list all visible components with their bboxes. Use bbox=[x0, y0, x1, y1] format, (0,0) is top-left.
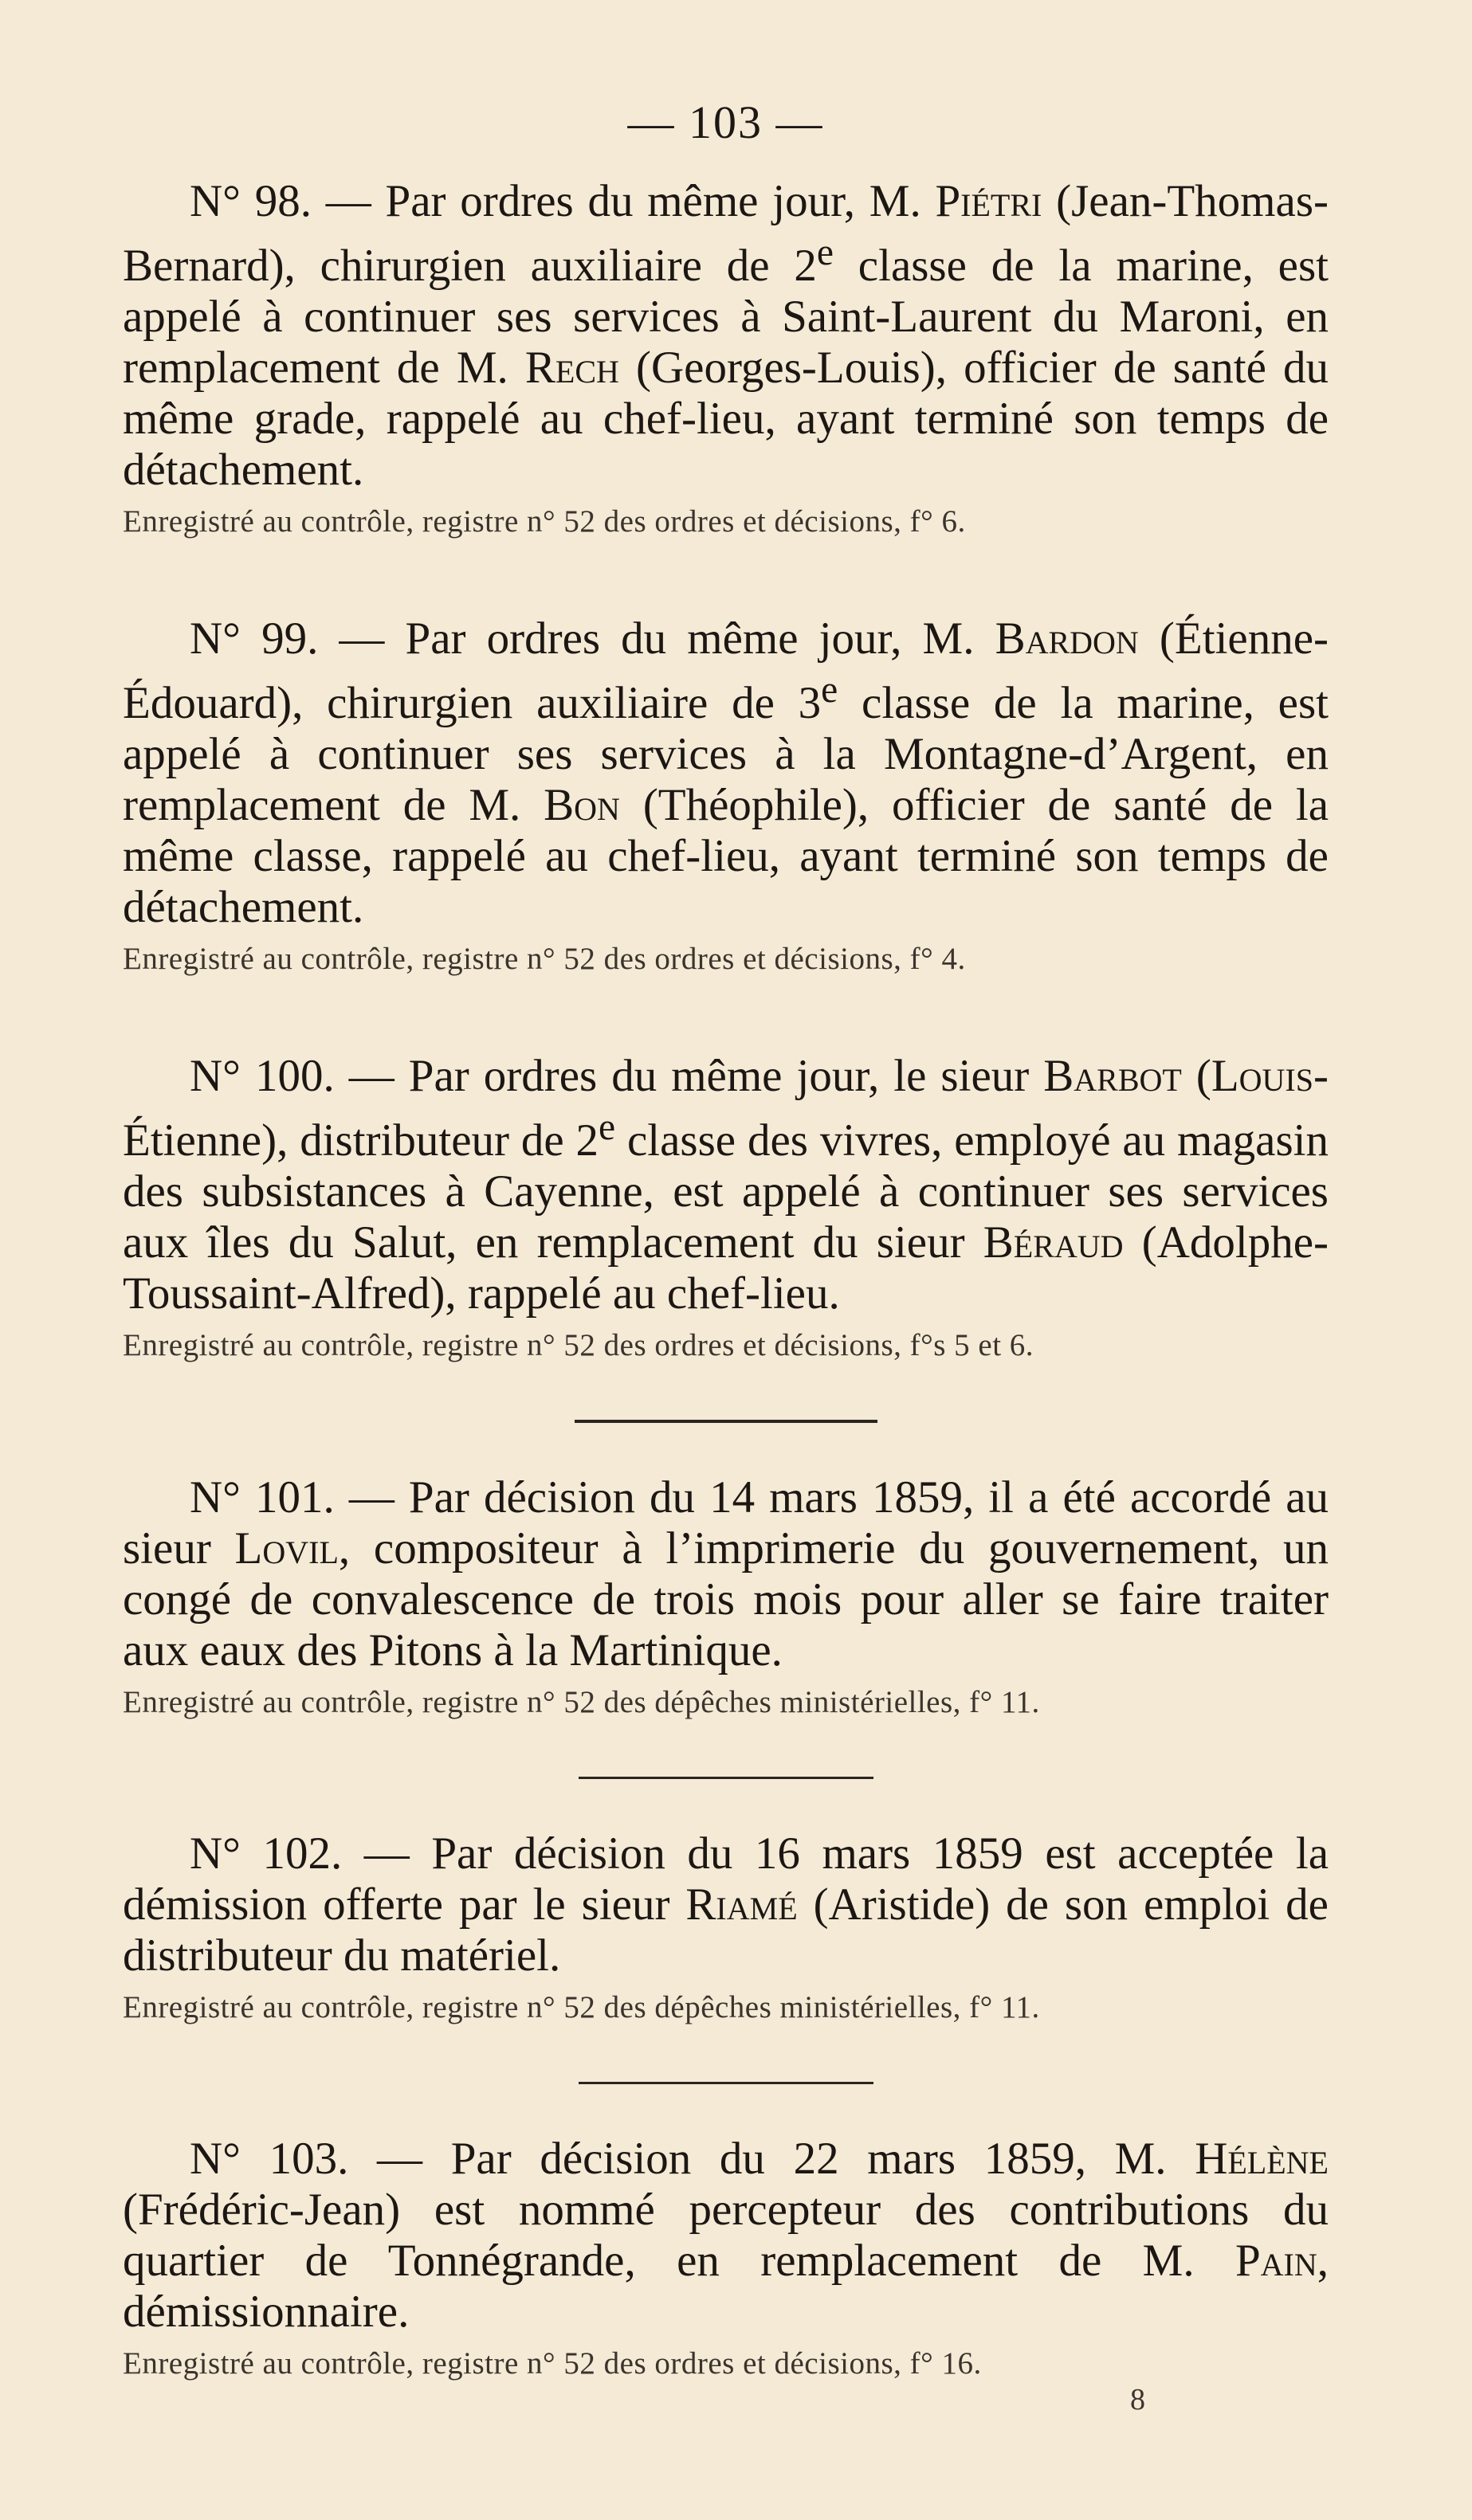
text-run: , compositeur à l’imprimerie du gouvernement, un congé de convalescence de trois mois pour aller se faire traiter aux eaux des Pitons à la Martinique. bbox=[123, 1523, 1329, 1675]
text-run: (Aristide) de son emploi de distributeur du matériel. bbox=[123, 1879, 1329, 1981]
entry-number: N° 98. — bbox=[190, 176, 371, 226]
surname: Barbot bbox=[1043, 1051, 1182, 1101]
entry-103 bbox=[123, 2134, 1329, 2387]
ordinal-suffix: e bbox=[821, 669, 838, 711]
entry-text bbox=[123, 1472, 1329, 1676]
entry-text bbox=[123, 176, 1329, 496]
text-run: classe de la marine, est appelé à continuer ses services à la Montagne-d’Argent, en remplacement de M. bbox=[123, 678, 1329, 830]
entry-number: N° 100. — bbox=[190, 1051, 394, 1101]
given-name: Louis bbox=[1211, 1051, 1314, 1101]
entry-text bbox=[123, 613, 1329, 933]
text-run: (Adolphe-Toussaint-Alfred), rappelé au chef-lieu. bbox=[123, 1217, 1329, 1319]
text-run: Par ordres du même jour, M. bbox=[371, 176, 936, 226]
surname: Pain bbox=[1235, 2236, 1317, 2286]
surname: Lovil bbox=[234, 1523, 339, 1574]
registry-note: Enregistré au contrôle, registre n° 52 des dépêches ministérielles, f° 11. bbox=[123, 1990, 1040, 2024]
text-run: (Étienne-Édouard), chirurgien auxiliaire de 3 bbox=[123, 613, 1329, 728]
text-run: (Théophile), officier de santé de la même classe, rappelé au chef-lieu, ayant terminé son temps de détachement. bbox=[123, 780, 1329, 932]
spacer bbox=[123, 982, 1329, 1051]
entry-99 bbox=[123, 613, 1329, 982]
text-run: (Frédéric-Jean) est nommé percepteur des contributions du quartier de Tonnégrande, en remplacement de M. bbox=[123, 2185, 1329, 2286]
page-number-header: — 103 — bbox=[627, 96, 824, 148]
ordinal-suffix: e bbox=[599, 1107, 616, 1148]
section-divider bbox=[579, 2082, 873, 2084]
text-run: ( bbox=[1181, 1051, 1211, 1101]
entry-102 bbox=[123, 1828, 1329, 2031]
entry-text bbox=[123, 2134, 1329, 2338]
text-run: Par ordres du même jour, M. bbox=[384, 613, 995, 664]
entry-number: N° 101. — bbox=[190, 1472, 394, 1523]
signature-mark: 8 bbox=[1130, 2383, 1145, 2416]
text-run: (Jean-Thomas-Bernard), chirurgien auxiliaire de 2 bbox=[123, 176, 1329, 291]
surname: Riamé bbox=[685, 1879, 798, 1930]
spacer bbox=[123, 545, 1329, 613]
entry-98 bbox=[123, 176, 1329, 545]
text-run: classe des vivres, employé au magasin des subsistances à Cayenne, est appelé à continuer ses services aux îles du Salut, en remplacement du sieur bbox=[123, 1115, 1329, 1268]
surname: Rech bbox=[524, 343, 619, 393]
registry-note: Enregistré au contrôle, registre n° 52 des ordres et décisions, f° 4. bbox=[123, 942, 966, 976]
registry-note: Enregistré au contrôle, registre n° 52 des ordres et décisions, f°s 5 et 6. bbox=[123, 1328, 1034, 1362]
ordinal-suffix: e bbox=[816, 232, 834, 273]
registry-note: Enregistré au contrôle, registre n° 52 des ordres et décisions, f° 16. bbox=[123, 2346, 982, 2381]
surname: Hélène bbox=[1195, 2134, 1329, 2184]
entry-101 bbox=[123, 1472, 1329, 1726]
entry-number: N° 103. — bbox=[190, 2134, 423, 2184]
entry-100 bbox=[123, 1051, 1329, 1369]
text-run: Par décision du 14 mars 1859, il a été accordé au sieur bbox=[123, 1472, 1329, 1574]
text-run: -Étienne), distributeur de 2 bbox=[123, 1051, 1329, 1166]
surname: Piétri bbox=[935, 176, 1042, 226]
text-run: (Georges-Louis), officier de santé du même grade, rappelé au chef-lieu, ayant terminé son temps de détachement. bbox=[123, 343, 1329, 495]
text-run: Par décision du 22 mars 1859, M. bbox=[422, 2134, 1195, 2184]
entry-text bbox=[123, 1828, 1329, 1981]
text-run: Par décision du 16 mars 1859 est acceptée la démission offerte par le sieur bbox=[123, 1828, 1329, 1930]
registry-note: Enregistré au contrôle, registre n° 52 des ordres et décisions, f° 6. bbox=[123, 504, 966, 539]
section-divider bbox=[575, 1420, 877, 1423]
text-run: , démissionnaire. bbox=[123, 2236, 1329, 2337]
entry-number: N° 102. — bbox=[190, 1828, 410, 1879]
text-run: Par ordres du même jour, le sieur bbox=[394, 1051, 1044, 1101]
registry-note: Enregistré au contrôle, registre n° 52 des dépêches ministérielles, f° 11. bbox=[123, 1685, 1040, 1719]
entry-text bbox=[123, 1051, 1329, 1319]
text-run: classe de la marine, est appelé à continuer ses services à Saint-Laurent du Maroni, en remplacement de M. bbox=[123, 241, 1329, 393]
surname: Béraud bbox=[983, 1217, 1124, 1268]
surname: Bardon bbox=[995, 613, 1139, 664]
surname: Bon bbox=[544, 780, 620, 830]
entry-number: N° 99. — bbox=[190, 613, 385, 664]
section-divider bbox=[579, 1777, 873, 1779]
